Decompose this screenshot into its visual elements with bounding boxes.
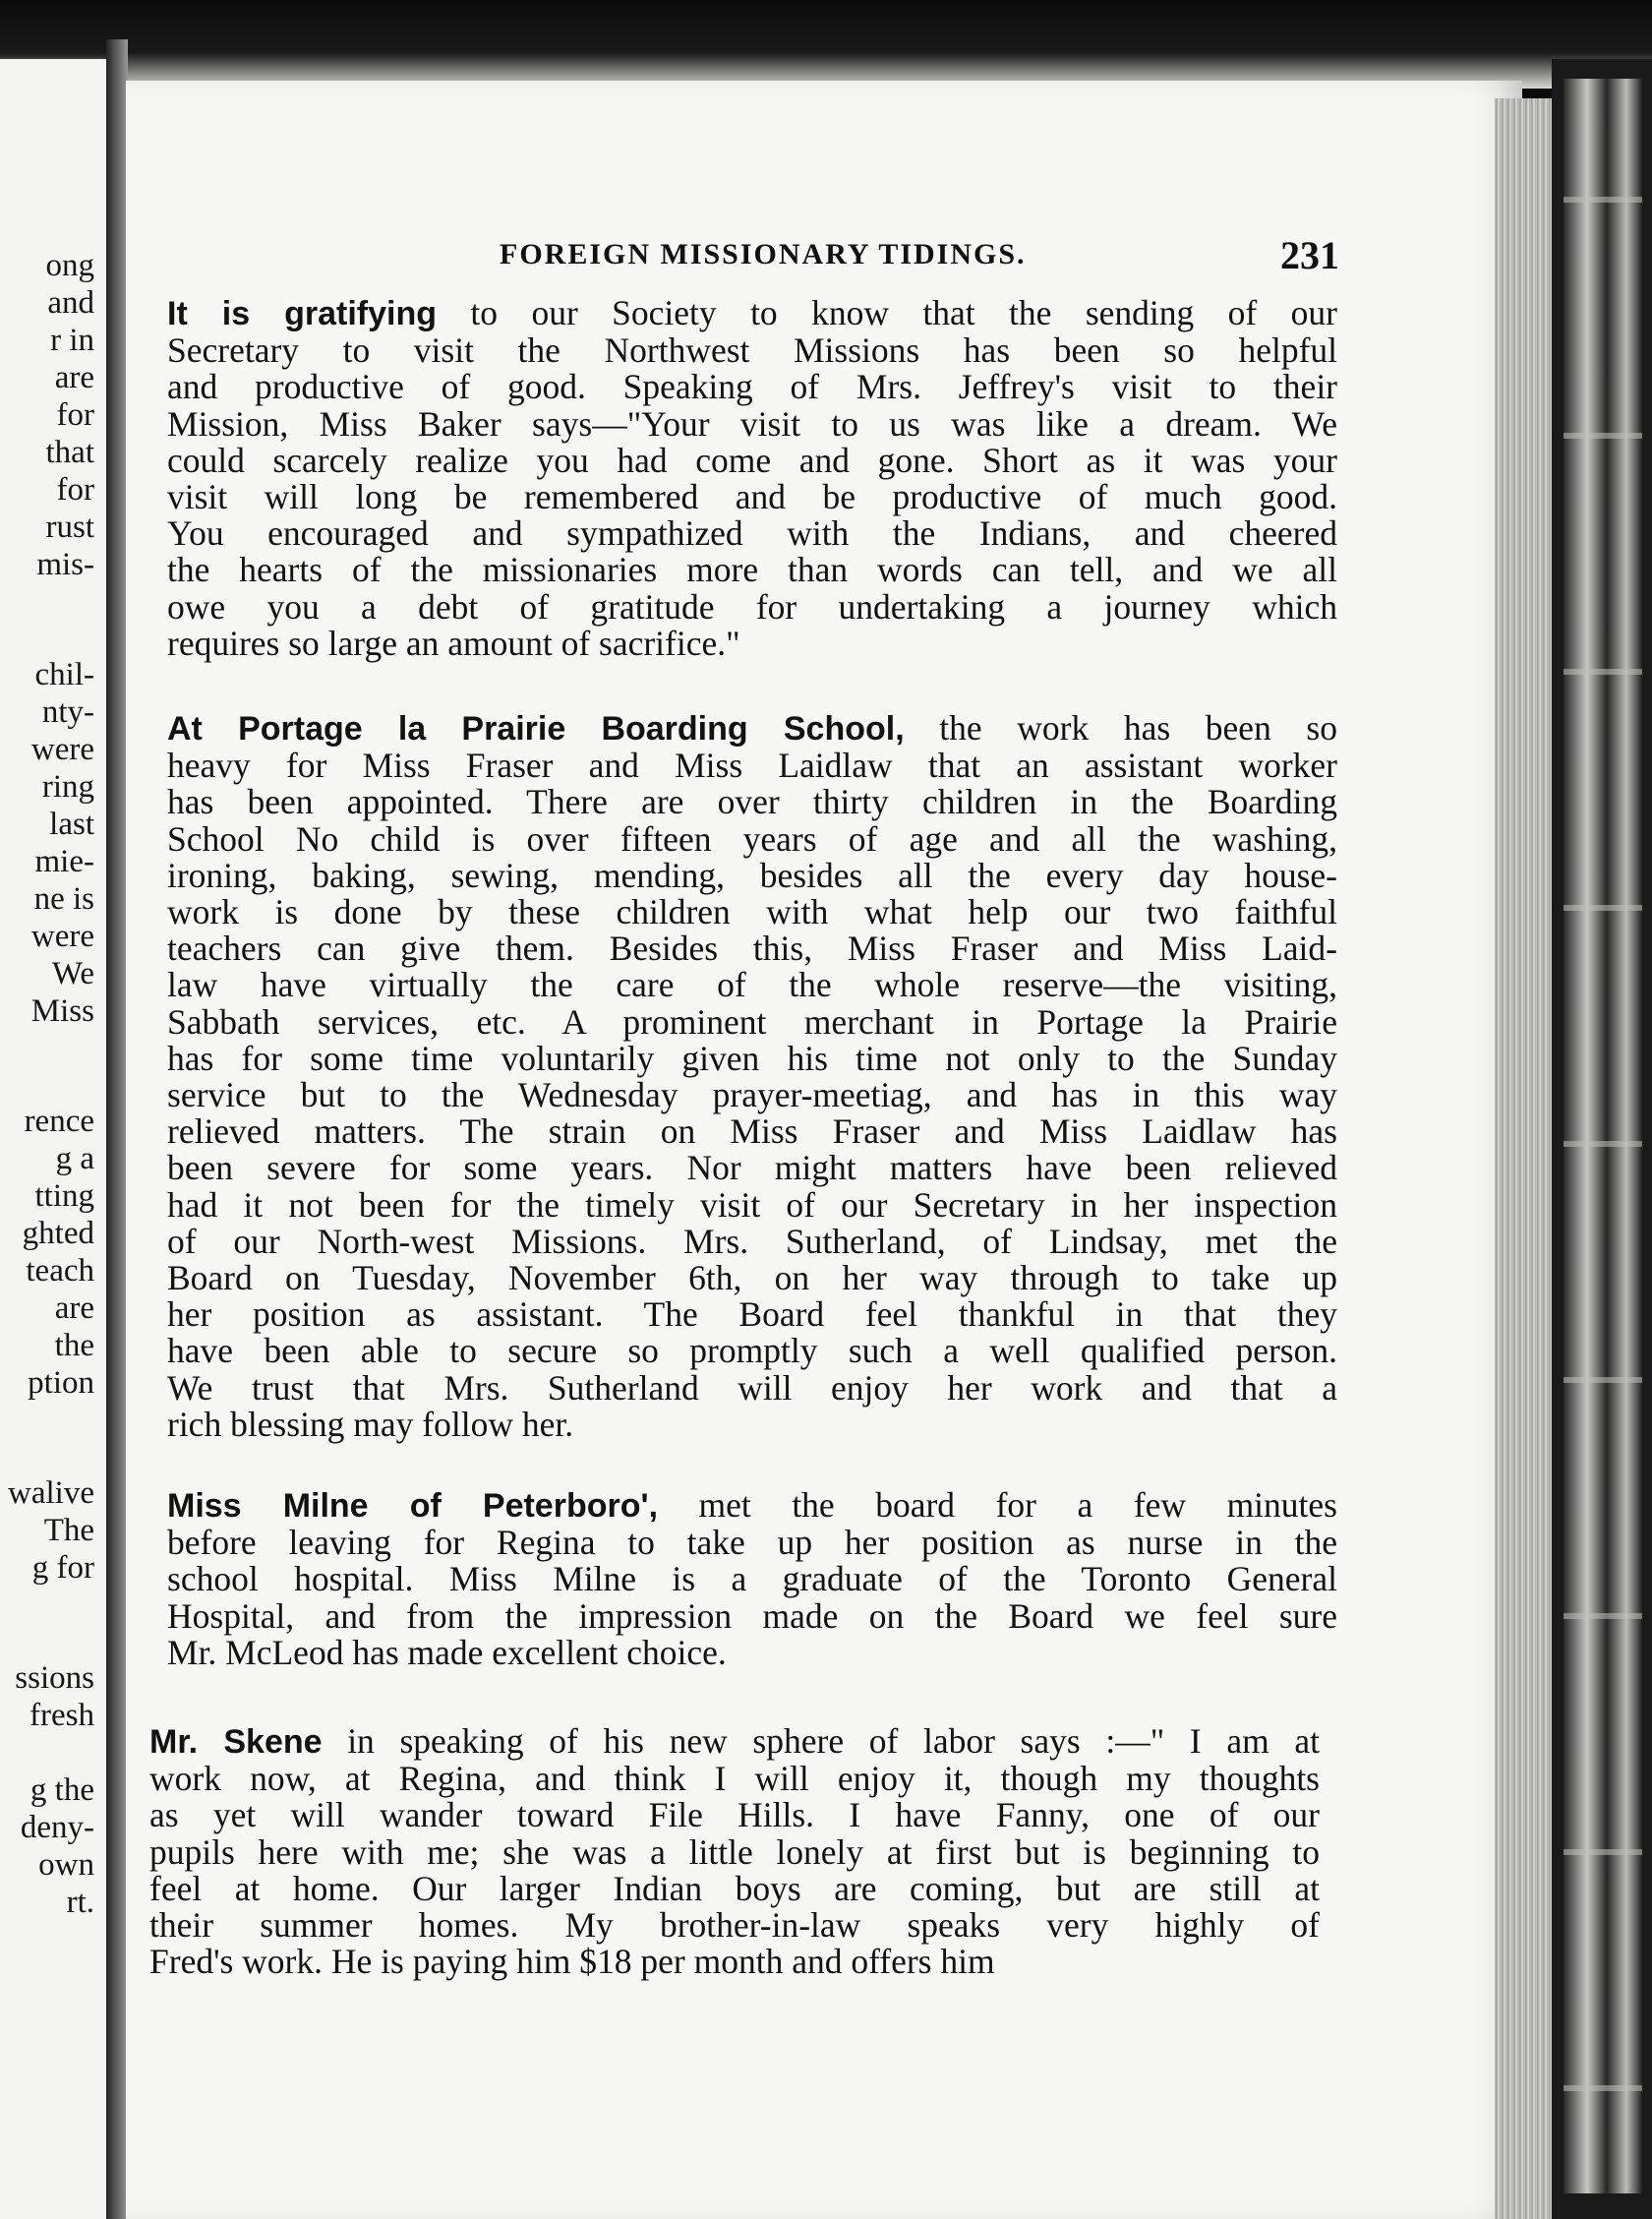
text-line	[167, 1404, 1337, 1444]
paragraph-miss-milne	[167, 1487, 1337, 1671]
cover-ornament	[1564, 79, 1642, 2193]
line-text: been severe for some years. Nor might matters have been relieved	[167, 1148, 1337, 1188]
text-line	[167, 1561, 1337, 1597]
text-line	[167, 1150, 1337, 1186]
line-text: requires so large an amount of sacrifice."	[167, 623, 740, 663]
text-line	[167, 748, 1337, 784]
line-text: could scarcely realize you had come and gone. Short as it was your	[167, 440, 1337, 480]
text-line	[149, 1723, 1320, 1761]
text-line	[149, 1797, 1320, 1833]
line-text: has for some time voluntarily given his time not only to the Sunday	[167, 1038, 1337, 1078]
line-text: feel at home. Our larger Indian boys are coming, but are still at	[149, 1868, 1320, 1908]
line-text: and productive of good. Speaking of Mrs. Jeffrey's visit to their	[167, 367, 1337, 407]
previous-page-fragment: rence	[24, 1104, 94, 1139]
line-text: service but to the Wednesday prayer-meetiag, and has in this way	[167, 1075, 1337, 1115]
line-text: of our North-west Missions. Mrs. Sutherland, of Lindsay, met the	[167, 1221, 1337, 1261]
previous-page-fragment: rt.	[66, 1885, 94, 1920]
text-line	[167, 1001, 1337, 1042]
line-text: law have virtually the care of the whole reserve—the visiting,	[167, 965, 1337, 1005]
text-line	[167, 818, 1337, 859]
paragraph-lead: It is gratifying	[167, 295, 437, 332]
text-line	[167, 1184, 1337, 1225]
previous-page-fragment: g the	[30, 1772, 94, 1808]
previous-page-fragment: r in	[50, 323, 94, 358]
line-text: heavy for Miss Fraser and Miss Laidlaw that an assistant worker	[167, 746, 1337, 786]
line-text: We trust that Mrs. Sutherland will enjoy her work and that a	[167, 1367, 1337, 1408]
text-line	[167, 332, 1337, 369]
text-line	[167, 710, 1337, 748]
previous-page-fragment: mis-	[36, 547, 94, 582]
text-line	[167, 1296, 1337, 1333]
line-text: teachers can give them. Besides this, Miss Fraser and Miss Laid-	[167, 929, 1337, 969]
text-line	[167, 552, 1337, 588]
text-line	[167, 515, 1337, 552]
previous-page-fragment: are	[54, 360, 94, 395]
line-text: School No child is over fifteen years of age and all the washing,	[167, 818, 1337, 859]
page-edges	[1495, 98, 1554, 2219]
text-line	[167, 1260, 1337, 1296]
paragraph-portage-school	[167, 710, 1337, 1443]
previous-page-fragment: the	[54, 1328, 94, 1363]
text-line	[167, 1367, 1337, 1408]
text-line	[167, 1077, 1337, 1113]
paragraph-gratifying	[167, 295, 1337, 662]
text-line	[167, 1632, 1337, 1672]
line-text: met the board for a few minutes	[658, 1485, 1337, 1525]
line-text: relieved matters. The strain on Miss Fraser and Miss Laidlaw has	[167, 1111, 1337, 1152]
previous-page-fragment: for	[56, 472, 94, 508]
text-line	[149, 1944, 1320, 1980]
line-text: work now, at Regina, and think I will enjoy it, though my thoughts	[149, 1759, 1320, 1799]
paragraph-lead: At Portage la Prairie Boarding School,	[167, 710, 905, 748]
text-line	[167, 930, 1337, 967]
previous-page-fragment: deny-	[20, 1810, 94, 1845]
paragraph-lead: Miss Milne of Peterboro',	[167, 1487, 659, 1525]
previous-page-fragment: walive	[8, 1475, 94, 1511]
text-line	[167, 1221, 1337, 1261]
previous-page-fragment: tting	[34, 1178, 94, 1214]
text-line	[149, 1761, 1320, 1797]
text-line	[167, 855, 1337, 895]
text-line	[167, 894, 1337, 930]
previous-page-fragment: are	[54, 1290, 94, 1326]
line-text: Secretary to visit the Northwest Missions has been so helpful	[167, 330, 1337, 371]
text-line	[149, 1831, 1320, 1872]
line-text: visit will long be remembered and be productive of much good.	[167, 477, 1337, 517]
text-line	[167, 440, 1337, 480]
text-line	[167, 1595, 1337, 1636]
paragraph-mr-skene	[149, 1723, 1320, 1980]
previous-page-fragment: ption	[28, 1365, 94, 1401]
previous-page-fragment: and	[47, 285, 94, 321]
line-text: in speaking of his new sphere of labor says :—" I am at	[322, 1721, 1320, 1761]
line-text: before leaving for Regina to take up her position as nurse in the	[167, 1523, 1337, 1563]
previous-page-strip	[0, 59, 110, 2219]
text-line	[149, 1868, 1320, 1908]
text-line	[167, 403, 1337, 444]
line-text: their summer homes. My brother-in-law speaks very highly of	[149, 1905, 1320, 1946]
previous-page-fragment: fresh	[30, 1698, 94, 1733]
previous-page-fragment: own	[38, 1847, 94, 1883]
line-text: You encouraged and sympathized with the Indians, and cheered	[167, 513, 1337, 554]
line-text: Board on Tuesday, November 6th, on her way through to take up	[167, 1258, 1337, 1298]
line-text: the hearts of the missionaries more than words can tell, and we all	[167, 550, 1337, 590]
text-line	[167, 784, 1337, 820]
previous-page-fragment: ssions	[15, 1660, 94, 1696]
text-line	[167, 623, 1337, 663]
previous-page-fragment: that	[45, 435, 94, 470]
running-head: FOREIGN MISSIONARY TIDINGS.	[500, 238, 1027, 270]
text-line	[167, 586, 1337, 627]
line-text: have been able to secure so promptly such a well qualified person.	[167, 1331, 1337, 1371]
previous-page-fragment: ong	[45, 248, 94, 283]
previous-page-fragment: last	[49, 807, 94, 842]
previous-page-fragment: for	[56, 397, 94, 433]
previous-page-fragment: ring	[41, 769, 94, 805]
text-line	[167, 1525, 1337, 1561]
scan-top-border	[0, 0, 1652, 89]
previous-page-fragment: were	[30, 919, 94, 954]
previous-page-fragment: The	[43, 1513, 94, 1548]
line-text: Hospital, and from the impression made on the Board we feel sure	[167, 1595, 1337, 1636]
text-line	[167, 1487, 1337, 1525]
text-line	[167, 967, 1337, 1003]
previous-page-fragment: teach	[26, 1253, 94, 1289]
previous-page-fragment: rust	[45, 510, 94, 545]
previous-page-fragment: We	[51, 956, 94, 991]
previous-page-fragment: Miss	[30, 993, 94, 1029]
line-text: pupils here with me; she was a little lonely at first but is beginning to	[149, 1831, 1320, 1872]
text-line	[167, 479, 1337, 515]
text-line	[149, 1907, 1320, 1944]
previous-page-text	[0, 59, 110, 2219]
line-text: had it not been for the timely visit of our Secretary in her inspection	[167, 1184, 1337, 1225]
line-text: rich blessing may follow her.	[167, 1404, 574, 1444]
line-text: to our Society to know that the sending of our	[437, 293, 1337, 332]
previous-page-fragment: nty-	[41, 694, 94, 730]
previous-page-fragment: were	[30, 732, 94, 767]
text-line	[167, 1038, 1337, 1078]
line-text: ironing, baking, sewing, mending, besides all the every day house-	[167, 855, 1337, 895]
previous-page-fragment: ghted	[22, 1216, 94, 1251]
text-line	[167, 1333, 1337, 1369]
text-line	[167, 369, 1337, 405]
line-text: owe you a debt of gratitude for undertaking a journey which	[167, 586, 1337, 627]
text-line	[167, 1113, 1337, 1150]
text-line	[167, 295, 1337, 332]
line-text: school hospital. Miss Milne is a graduate of the Toronto General	[167, 1559, 1337, 1599]
line-text: Fred's work. He is paying him $18 per month and offers him	[149, 1942, 995, 1982]
previous-page-fragment: mie-	[34, 844, 94, 879]
book-gutter	[106, 39, 128, 2219]
line-text: the work has been so	[904, 708, 1338, 748]
previous-page-fragment: ne is	[33, 881, 94, 917]
line-text: work is done by these children with what help our two faithful	[167, 892, 1337, 932]
paragraph-lead: Mr. Skene	[149, 1723, 323, 1761]
previous-page-fragment: chil-	[34, 657, 94, 692]
line-text: Mr. McLeod has made excellent choice.	[167, 1632, 727, 1672]
line-text: has been appointed. There are over thirty children in the Boarding	[167, 782, 1337, 822]
previous-page-fragment: g a	[55, 1141, 94, 1176]
line-text: Mission, Miss Baker says—"Your visit to us was like a dream. We	[167, 403, 1337, 444]
previous-page-fragment: g for	[31, 1550, 94, 1586]
line-text: Sabbath services, etc. A prominent merchant in Portage la Prairie	[167, 1001, 1337, 1042]
line-text: as yet will wander toward File Hills. I have Fanny, one of our	[149, 1795, 1320, 1835]
page-number: 231	[1280, 233, 1339, 277]
line-text: her position as assistant. The Board feel thankful in that they	[167, 1294, 1337, 1335]
